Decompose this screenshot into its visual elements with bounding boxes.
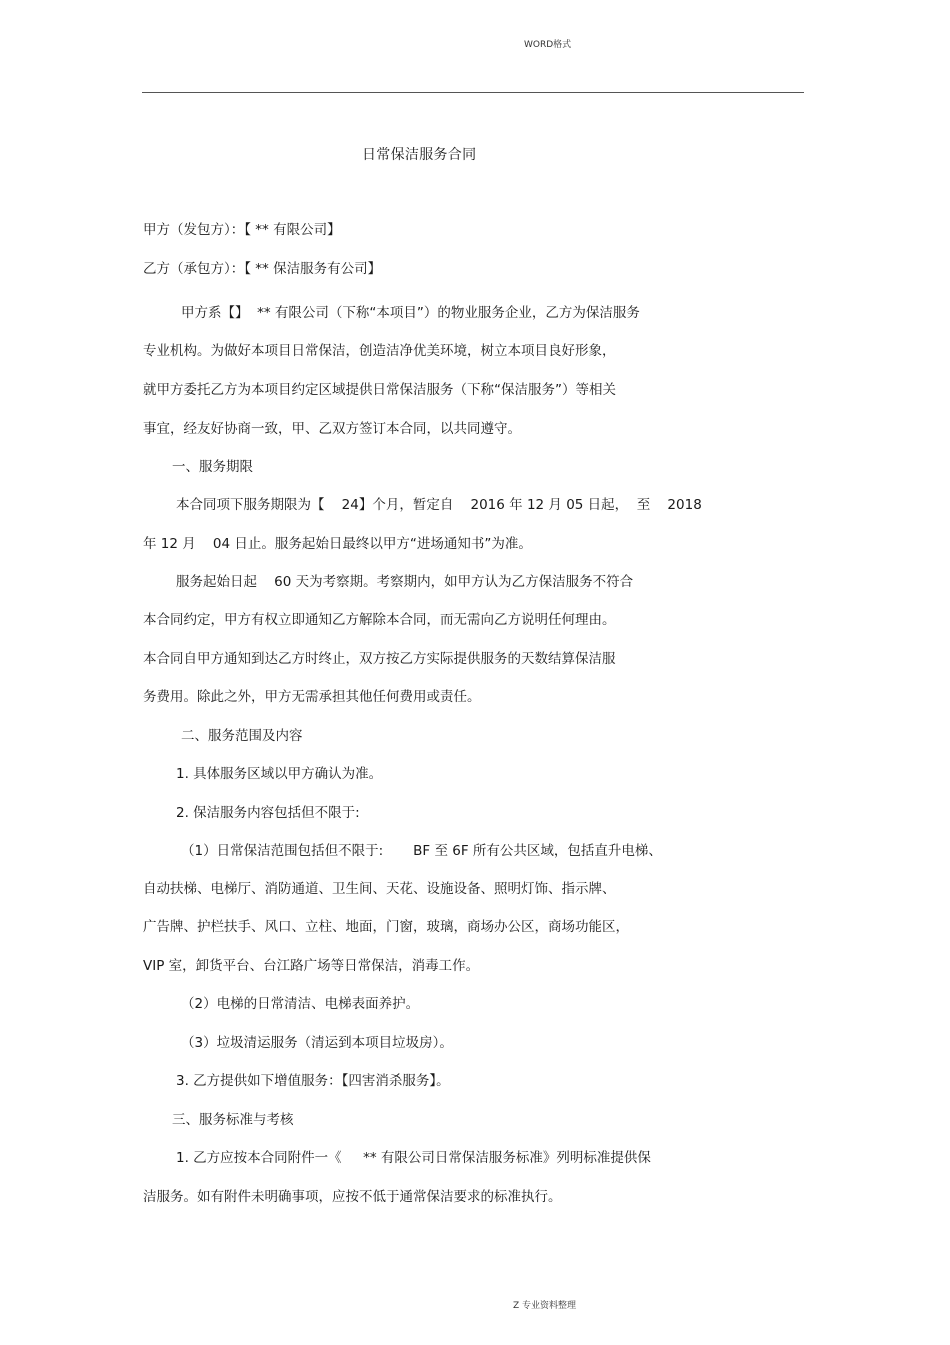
document-title: 日常保洁服务合同	[362, 147, 477, 163]
intro-line: 甲方系【】 ** 有限公司（下称“本项目”）的物业服务企业，乙方为保洁服务	[181, 305, 640, 321]
paragraph-line: 年 12 月 04 日止。服务起始日最终以甲方“进场通知书”为准。	[143, 536, 532, 552]
paragraph-line: 本合同项下服务期限为【 24】个月，暂定自 2016 年 12 月 05 日起， 至 2018	[176, 497, 702, 513]
sub-item-line: （2）电梯的日常清洁、电梯表面养护。	[181, 996, 420, 1012]
section-heading: 一、服务期限	[172, 459, 253, 475]
intro-line: 专业机构。为做好本项目日常保洁，创造洁净优美环境，树立本项目良好形象，	[143, 343, 616, 359]
intro-line: 就甲方委托乙方为本项目约定区域提供日常保洁服务（下称“保洁服务”）等相关	[143, 382, 616, 398]
sub-item-line: 广告牌、护栏扶手、风口、立柱、地面，门窗，玻璃，商场办公区，商场功能区，	[143, 919, 629, 935]
page-header	[524, 37, 571, 50]
header-divider	[142, 92, 804, 93]
header-text: WOR	[524, 40, 547, 50]
paragraph-line: 本合同自甲方通知到达乙方时终止，双方按乙方实际提供服务的天数结算保洁服	[143, 651, 616, 667]
section-heading: 二、服务范围及内容	[181, 728, 303, 744]
list-item: 洁服务。如有附件未明确事项，应按不低于通常保洁要求的标准执行。	[143, 1189, 562, 1205]
paragraph-line: 务费用。除此之外，甲方无需承担其他任何费用或责任。	[143, 689, 481, 705]
sub-item-line: 自动扶梯、电梯厅、消防通道、卫生间、天花、设施设备、照明灯饰、指示牌、	[143, 881, 616, 897]
sub-item-line: （3）垃圾清运服务（清运到本项目垃圾房）。	[181, 1035, 453, 1051]
paragraph-line: 本合同约定，甲方有权立即通知乙方解除本合同，而无需向乙方说明任何理由。	[143, 612, 616, 628]
list-item: 3. 乙方提供如下增值服务：【四害消杀服务】。	[176, 1073, 450, 1089]
list-item: 1. 乙方应按本合同附件一《 ** 有限公司日常保洁服务标准》列明标准提供保	[176, 1150, 651, 1166]
section-heading: 三、服务标准与考核	[172, 1112, 294, 1128]
paragraph-line: 服务起始日起 60 天为考察期。考察期内，如甲方认为乙方保洁服务不符合	[176, 574, 634, 590]
page-footer: Z 专业资料整理	[513, 1301, 577, 1311]
list-item: 2. 保洁服务内容包括但不限于:	[176, 805, 360, 821]
sub-item-line: （1）日常保洁范围包括但不限于: BF 至 6F 所有公共区域，包括直升电梯、	[181, 843, 662, 859]
party-b-line: 乙方（承包方）：【 ** 保洁服务有公司】	[143, 261, 382, 277]
list-item: 1. 具体服务区域以甲方确认为准。	[176, 766, 383, 782]
party-a-line: 甲方（发包方）：【 ** 有限公司】	[143, 222, 341, 238]
sub-item-line: VIP 室，卸货平台、台江路广场等日常保洁，消毒工作。	[143, 958, 480, 974]
header-text-suffix: D格式	[546, 40, 572, 50]
intro-line: 事宜，经友好协商一致，甲、乙双方签订本合同，以共同遵守。	[143, 421, 521, 437]
